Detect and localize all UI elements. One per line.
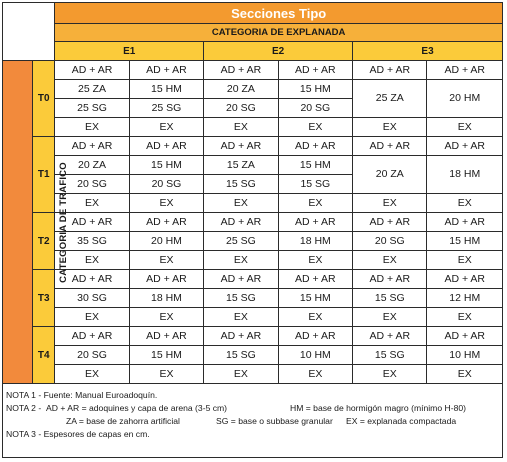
layer-cell: 25 SG	[129, 99, 203, 118]
layer-cell: AD + AR	[278, 270, 352, 289]
layer-cell: EX	[55, 365, 129, 384]
layer-cell: EX	[278, 365, 352, 384]
note-1-text: NOTA 1 - Fuente: Manual Euroadoquín.	[6, 390, 158, 400]
layer-cell: 35 SG	[55, 232, 129, 251]
layer-cell: AD + AR	[55, 61, 129, 80]
table-row	[3, 213, 503, 232]
layer-cell: EX	[278, 251, 352, 270]
layer-cell: 20 SG	[353, 232, 427, 251]
layer-cell: AD + AR	[204, 137, 278, 156]
layer-cell: EX	[427, 365, 503, 384]
layer-cell: 15 ZA	[204, 156, 278, 175]
layer-cell: EX	[129, 194, 203, 213]
explanada-header-e2: E2	[204, 42, 353, 61]
layer-cell: 25 ZA	[55, 80, 129, 99]
layer-cell: AD + AR	[55, 327, 129, 346]
layer-cell: EX	[55, 308, 129, 327]
layer-cell: AD + AR	[204, 270, 278, 289]
layer-cell: AD + AR	[353, 327, 427, 346]
layer-cell: EX	[129, 251, 203, 270]
layer-cell: EX	[204, 308, 278, 327]
traffic-label-t1: T1	[33, 137, 55, 213]
layer-cell: AD + AR	[129, 61, 203, 80]
table-row	[3, 137, 503, 156]
layer-cell: 15 HM	[278, 80, 352, 99]
layer-cell: 15 SG	[204, 289, 278, 308]
explanada-header-e1: E1	[55, 42, 204, 61]
layer-cell: AD + AR	[278, 61, 352, 80]
layer-cell: EX	[353, 118, 427, 137]
layer-cell-merged: 18 HM	[427, 156, 503, 194]
layer-cell: 12 HM	[427, 289, 503, 308]
layer-cell: 15 SG	[278, 175, 352, 194]
layer-cell: AD + AR	[353, 61, 427, 80]
layer-cell: EX	[129, 308, 203, 327]
note-3-text: NOTA 3 - Espesores de capas en cm.	[6, 429, 150, 439]
layer-cell: 15 SG	[204, 175, 278, 194]
layer-cell: AD + AR	[204, 327, 278, 346]
layer-cell: EX	[129, 365, 203, 384]
layer-cell: AD + AR	[204, 61, 278, 80]
table-title: Secciones Tipo	[55, 3, 503, 24]
traffic-label-t0: T0	[33, 61, 55, 137]
traffic-label-t2: T2	[33, 213, 55, 270]
note-2-ex: EX = explanada compactada	[346, 416, 457, 426]
table-row	[3, 194, 503, 213]
layer-cell: 15 SG	[353, 289, 427, 308]
layer-cell: AD + AR	[129, 137, 203, 156]
traffic-label-t3: T3	[33, 270, 55, 327]
layer-cell: 20 SG	[278, 99, 352, 118]
layer-cell: EX	[129, 118, 203, 137]
layer-cell: EX	[204, 365, 278, 384]
explanada-header-e3: E3	[353, 42, 503, 61]
layer-cell: EX	[353, 365, 427, 384]
layer-cell: AD + AR	[55, 270, 129, 289]
traffic-category-label: CATEGORIA DE TRAFICO	[57, 161, 69, 283]
table-row	[3, 289, 503, 308]
layer-cell: AD + AR	[55, 213, 129, 232]
layer-cell: 18 HM	[129, 289, 203, 308]
table-subtitle: CATEGORIA DE EXPLANADA	[55, 24, 503, 42]
table-row	[3, 80, 503, 99]
layer-cell: AD + AR	[204, 213, 278, 232]
table-row	[3, 232, 503, 251]
layer-cell-merged: 20 ZA	[353, 156, 427, 194]
layer-cell: EX	[353, 308, 427, 327]
layer-cell: EX	[55, 251, 129, 270]
layer-cell: EX	[427, 118, 503, 137]
layer-cell: 15 SG	[204, 346, 278, 365]
layer-cell: 25 SG	[204, 232, 278, 251]
layer-cell: AD + AR	[353, 270, 427, 289]
layer-cell: AD + AR	[129, 270, 203, 289]
layer-cell: 25 SG	[55, 99, 129, 118]
layer-cell: AD + AR	[278, 327, 352, 346]
table-row	[3, 156, 503, 175]
layer-cell: EX	[353, 194, 427, 213]
layer-cell: AD + AR	[129, 213, 203, 232]
layer-cell: 30 SG	[55, 289, 129, 308]
layer-cell: 20 SG	[129, 175, 203, 194]
note-2-label: NOTA 2 -	[6, 403, 42, 413]
layer-cell: AD + AR	[427, 270, 503, 289]
traffic-label-t4: T4	[33, 327, 55, 384]
table-row	[3, 327, 503, 346]
table-row	[3, 365, 503, 384]
layer-cell: AD + AR	[353, 213, 427, 232]
layer-cell: AD + AR	[427, 61, 503, 80]
layer-cell: EX	[55, 118, 129, 137]
layer-cell: EX	[278, 308, 352, 327]
table-row	[3, 61, 503, 80]
layer-cell: AD + AR	[278, 137, 352, 156]
note-2-za: ZA = base de zahorra artificial	[66, 416, 180, 426]
sections-table	[2, 2, 503, 384]
note-2	[6, 402, 503, 415]
layer-cell: AD + AR	[55, 137, 129, 156]
note-1	[6, 389, 503, 402]
layer-cell: AD + AR	[427, 327, 503, 346]
layer-cell: 10 HM	[427, 346, 503, 365]
layer-cell: EX	[55, 194, 129, 213]
layer-cell: EX	[427, 308, 503, 327]
layer-cell: EX	[427, 251, 503, 270]
layer-cell: AD + AR	[353, 137, 427, 156]
note-3	[6, 428, 503, 441]
layer-cell: 15 HM	[427, 232, 503, 251]
layer-cell: 15 HM	[129, 346, 203, 365]
layer-cell: AD + AR	[129, 327, 203, 346]
table-row	[3, 270, 503, 289]
layer-cell: 20 ZA	[55, 156, 129, 175]
note-2-adar: AD + AR = adoquines y capa de arena (3-5 cm)	[46, 403, 228, 413]
layer-cell: 15 HM	[278, 289, 352, 308]
layer-cell: 10 HM	[278, 346, 352, 365]
layer-cell: 20 ZA	[204, 80, 278, 99]
layer-cell: EX	[353, 251, 427, 270]
layer-cell: AD + AR	[278, 213, 352, 232]
note-2-hm: HM = base de hormigón magro (mínimo H-80)	[290, 403, 466, 413]
layer-cell: EX	[204, 194, 278, 213]
layer-cell: AD + AR	[427, 213, 503, 232]
note-2-cont	[6, 415, 503, 428]
table-row	[3, 308, 503, 327]
table-row	[3, 251, 503, 270]
layer-cell-merged: 25 ZA	[353, 80, 427, 118]
table-row	[3, 118, 503, 137]
layer-cell: EX	[278, 194, 352, 213]
layer-cell: EX	[204, 251, 278, 270]
layer-cell: 20 SG	[55, 346, 129, 365]
layer-cell: EX	[427, 194, 503, 213]
layer-cell: 15 HM	[129, 80, 203, 99]
table-corner	[3, 3, 55, 61]
layer-cell: EX	[278, 118, 352, 137]
layer-cell: 18 HM	[278, 232, 352, 251]
layer-cell: 20 SG	[204, 99, 278, 118]
layer-cell: 20 SG	[55, 175, 129, 194]
layer-cell-merged: 20 HM	[427, 80, 503, 118]
layer-cell: 20 HM	[129, 232, 203, 251]
notes-section	[2, 383, 503, 458]
table-row	[3, 346, 503, 365]
layer-cell: 15 SG	[353, 346, 427, 365]
note-2-sg: SG = base o subbase granular	[216, 416, 333, 426]
layer-cell: EX	[204, 118, 278, 137]
layer-cell: AD + AR	[427, 137, 503, 156]
layer-cell: 15 HM	[129, 156, 203, 175]
layer-cell: 15 HM	[278, 156, 352, 175]
